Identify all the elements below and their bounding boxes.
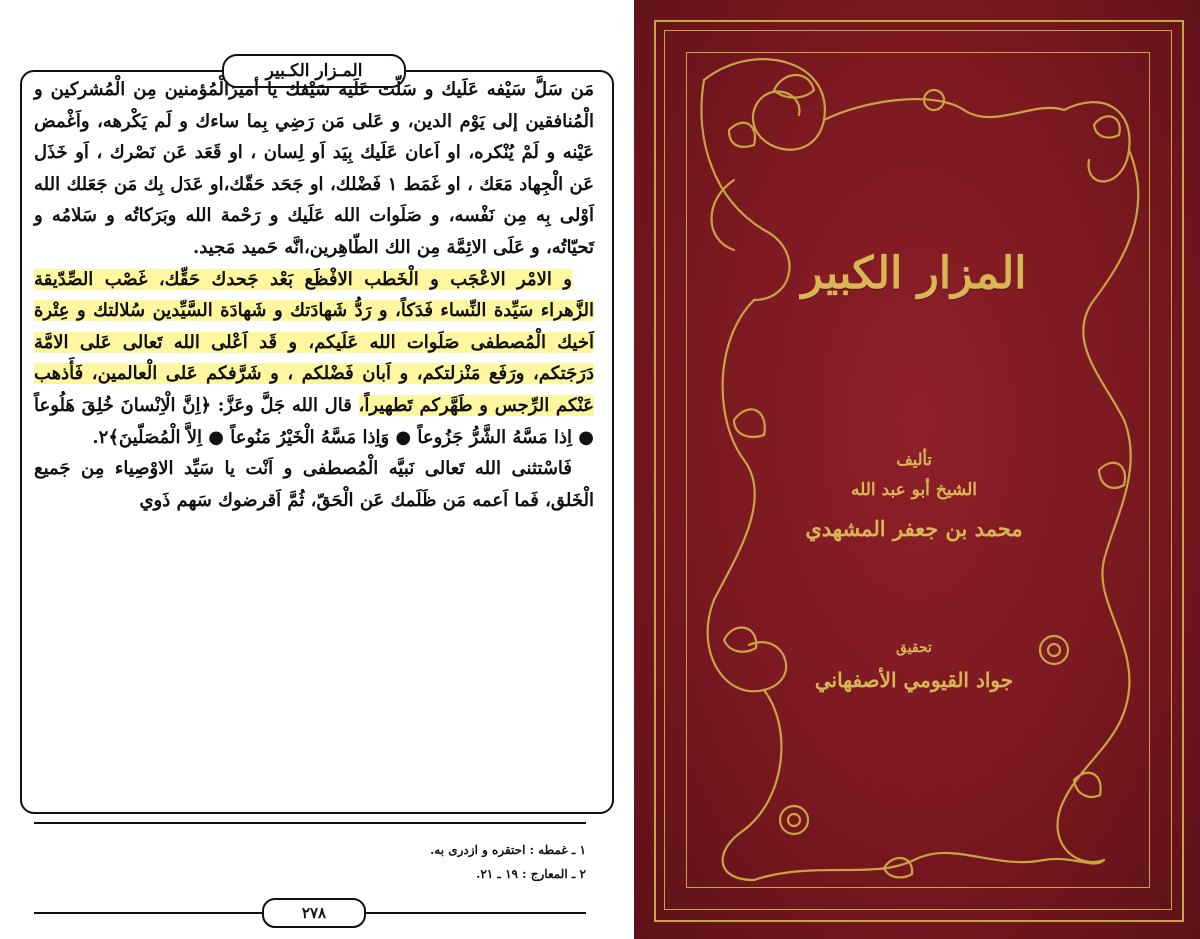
- author-label: تأليف: [896, 450, 932, 469]
- highlighted-passage: و الامْر الاعْجَب و الْخَطب الافْظَع بَعْد جَحدك حَقِّك، غَصْب الصِّدّيقة الزَّهراء سَيِّدة النِّساء فَدَكاً، و رَدُّ شَهادَتك و شَهادَة السَّيِّدين سُلالتك و عِتْرة اَخيك الْمُصطفى صَلَوات الله عَلَيكم، و قَد اَعْلى الله تَعالى عَلى الامَّة دَرَجَتكم، ورَفَع مَنْزلتكم، و اَبان فَضْلكم ، و شَرَّفكم عَلى الْعالمين، فَأَذهب عَنْكم الرِّجس و طَهَّركم تَطهيراً،: [34, 268, 594, 416]
- paragraph-1: مَن سَلَّ سَيْفه عَلَيك و سَلّت عَلَيه سَيْفك يا أميرَالْمُؤمنين مِن الْمُشركين و الْمُنافقين إلى يَوْم الدين، و عَلى مَن رَضِي بِما ساءك و لَم يَكْرهه، واَغْمض عَيْنه و لَمْ يُنْكره، او اَعان عَلَيك بِيَد اَو لِسان ، او قَعَد عَن نَصْرك ، اَو خَذَل عَن الْجِهاد مَعَك ، او غَمَط ١ فَضْلك، او جَحَد حَقّك،او عَدَل بِك مَن جَعَلك الله اَوْلى بِه مِن نَفْسه، و صَلَوات الله عَلَيك و رَحْمة الله وبَرَكاتُه و سَلامُه و تَحيّاتُه، و عَلَى الائِمَّة مِن الك الطّاهِرين،انَّه حَميد مَجيد.: [34, 79, 594, 258]
- running-header: المـزار الكـبير: [222, 54, 406, 88]
- book-cover: [634, 0, 1200, 939]
- paragraph-3: فَاسْتثنى الله تَعالى نَبيَّه الْمُصطفى و اَنْت يا سَيِّد الاوْصِياء مِن جَميع الْخَلق، فَما اَعمه مَن ظَلَمك عَن الْحَقّ، ثُمَّ اَقرضوك سَهم ذَوي: [34, 458, 594, 511]
- page-body: [34, 74, 594, 516]
- editor-name: جواد القيومي الأصفهاني: [814, 668, 1014, 692]
- editor-label: تحقيق: [896, 640, 932, 656]
- floral-ornament-icon: [634, 0, 1200, 939]
- footnotes: [34, 838, 586, 886]
- author-name-line2: محمد بن جعفر المشهدي: [805, 516, 1023, 541]
- paragraph-2: [34, 264, 594, 454]
- quran-quote: قال الله جَلَّ وعَزَّ: ﴿اِنَّ الْاِنْسانَ خُلِقَ هَلُوعاً ● اِذا مَسَّهُ الشَّرُّ جَزُوعاً ● وَاِذا مَسَّهُ الْخَيْرُ مَنُوعاً ● اِلاَّ الْمُصَلّينَ﴾٢.: [34, 394, 594, 448]
- cover-title: المزار الكبير: [801, 248, 1027, 299]
- footnote-divider: [34, 822, 586, 824]
- page-number: ٢٧٨: [262, 898, 366, 928]
- footnote-1: ١ ـ غمطه : احتقره و ازدرى به.: [430, 843, 586, 857]
- author-name-line1: الشيخ أبو عبد الله: [850, 480, 977, 500]
- footnote-2: ٢ ـ المعارج : ١٩ ـ ٢١.: [476, 867, 586, 881]
